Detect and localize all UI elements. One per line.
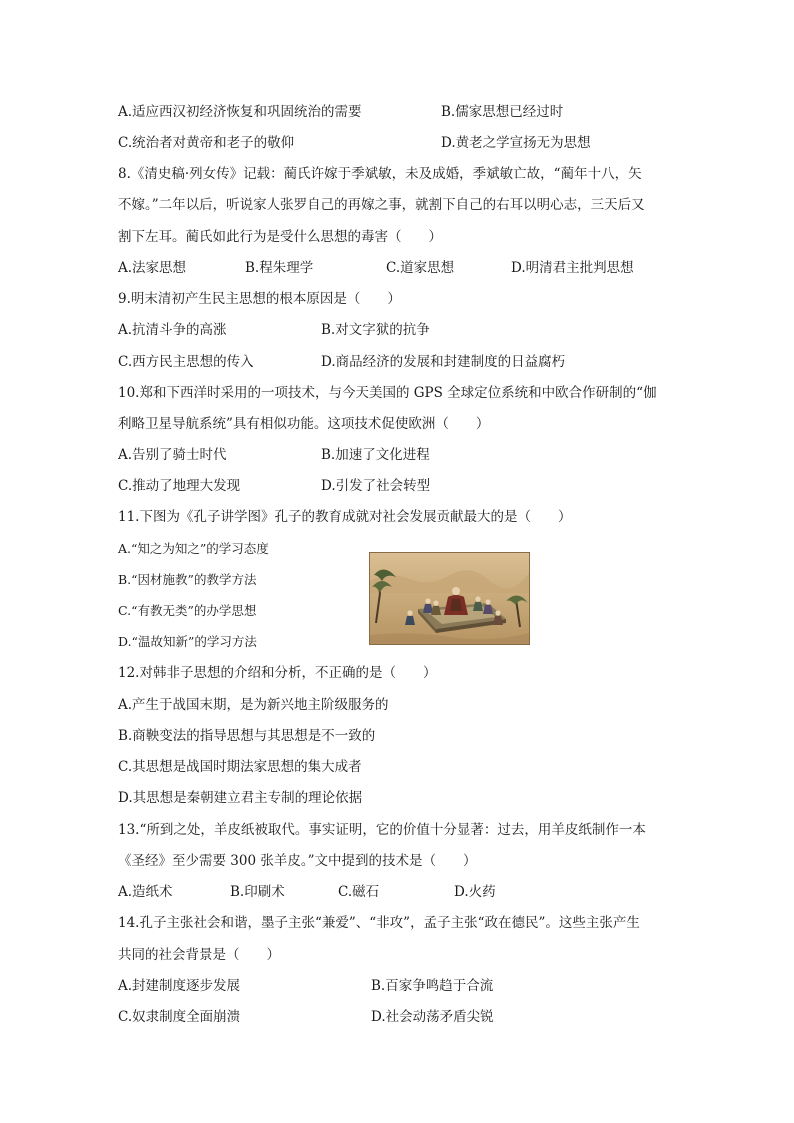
q8-option-d: D.明清君主批判思想 xyxy=(511,260,634,276)
q14-option-a: A.封建制度逐步发展 xyxy=(118,978,241,994)
q13-stem-line-1: 13.“所到之处，羊皮纸被取代。事实证明，它的价值十分显著：过去，用羊皮纸制作一本 xyxy=(118,822,646,838)
q11-option-b: B.“因材施教”的教学方法 xyxy=(118,572,257,587)
q14-option-c: C.奴隶制度全面崩溃 xyxy=(118,1009,241,1025)
q10-option-c: C.推动了地理大发现 xyxy=(118,478,241,494)
q10-option-b: B.加速了文化进程 xyxy=(321,447,430,463)
q12-option-d: D.其思想是秦朝建立君主专制的理论依据 xyxy=(118,790,363,806)
q9-option-b: B.对文字狱的抗争 xyxy=(321,322,430,338)
q9-stem: 9.明末清初产生民主思想的根本原因是（ ） xyxy=(118,291,401,307)
q13-option-a: A.造纸术 xyxy=(118,884,173,900)
q10-stem-line-2: 利略卫星导航系统”具有相似功能。这项技术促使欧洲（ ） xyxy=(118,416,490,432)
q11-stem: 11.下图为《孔子讲学图》孔子的教育成就对社会发展贡献最大的是（ ） xyxy=(118,509,572,525)
confucius-lecture-painting xyxy=(369,552,530,645)
q7-option-b: B.儒家思想已经过时 xyxy=(441,104,564,120)
q10-option-a: A.告别了骑士时代 xyxy=(118,447,227,463)
q14-stem-line-1: 14.孔子主张社会和谐，墨子主张“兼爱”、“非攻”，孟子主张“政在德民”。这些主张产生 xyxy=(118,915,640,931)
q10-option-d: D.引发了社会转型 xyxy=(321,478,431,494)
q8-stem-line-3: 割下左耳。蔺氏如此行为是受什么思想的毒害（ ） xyxy=(118,229,442,245)
q14-option-d: D.社会动荡矛盾尖锐 xyxy=(371,1009,494,1025)
q13-option-d: D.火药 xyxy=(454,884,496,900)
q13-option-b: B.印刷术 xyxy=(230,884,285,900)
q8-option-c: C.道家思想 xyxy=(386,260,455,276)
q12-stem: 12.对韩非子思想的介绍和分析，不正确的是（ ） xyxy=(118,665,437,681)
q11-option-a: A.“知之为知之”的学习态度 xyxy=(118,541,269,556)
q8-option-a: A.法家思想 xyxy=(118,260,187,276)
q13-stem-line-2: 《圣经》至少需要 300 张羊皮。”文中提到的技术是（ ） xyxy=(118,853,477,869)
q14-option-b: B.百家争鸣趋于合流 xyxy=(371,978,494,994)
q11-option-c: C.“有教无类”的办学思想 xyxy=(118,603,257,618)
q8-option-b: B.程朱理学 xyxy=(245,260,314,276)
q14-stem-line-2: 共同的社会背景是（ ） xyxy=(118,947,280,963)
q7-option-c: C.统治者对黄帝和老子的敬仰 xyxy=(118,135,295,151)
q7-option-d: D.黄老之学宣扬无为思想 xyxy=(441,135,591,151)
q8-stem-line-2: 不嫁。”二年以后，听说家人张罗自己的再嫁之事，就割下自己的右耳以明心志，三天后又 xyxy=(118,197,645,213)
q8-stem-line-1: 8.《清史稿·列女传》记载：蔺氏许嫁于季斌敏，未及成婚，季斌敏亡故，“蔺年十八，矢 xyxy=(118,166,642,182)
q7-option-a: A.适应西汉初经济恢复和巩固统治的需要 xyxy=(118,104,362,120)
q12-option-c: C.其思想是战国时期法家思想的集大成者 xyxy=(118,759,362,775)
q12-option-b: B.商鞅变法的指导思想与其思想是不一致的 xyxy=(118,728,376,744)
q9-option-d: D.商品经济的发展和封建制度的日益腐朽 xyxy=(321,354,566,370)
q9-option-a: A.抗清斗争的高涨 xyxy=(118,322,227,338)
q10-stem-line-1: 10.郑和下西洋时采用的一项技术，与今天美国的 GPS 全球定位系统和中欧合作研制的“伽 xyxy=(118,385,657,401)
q9-option-c: C.西方民主思想的传入 xyxy=(118,354,254,370)
q13-option-c: C.磁石 xyxy=(338,884,380,900)
q11-option-d: D.“温故知新”的学习方法 xyxy=(118,634,257,649)
q12-option-a: A.产生于战国末期，是为新兴地主阶级服务的 xyxy=(118,697,389,713)
